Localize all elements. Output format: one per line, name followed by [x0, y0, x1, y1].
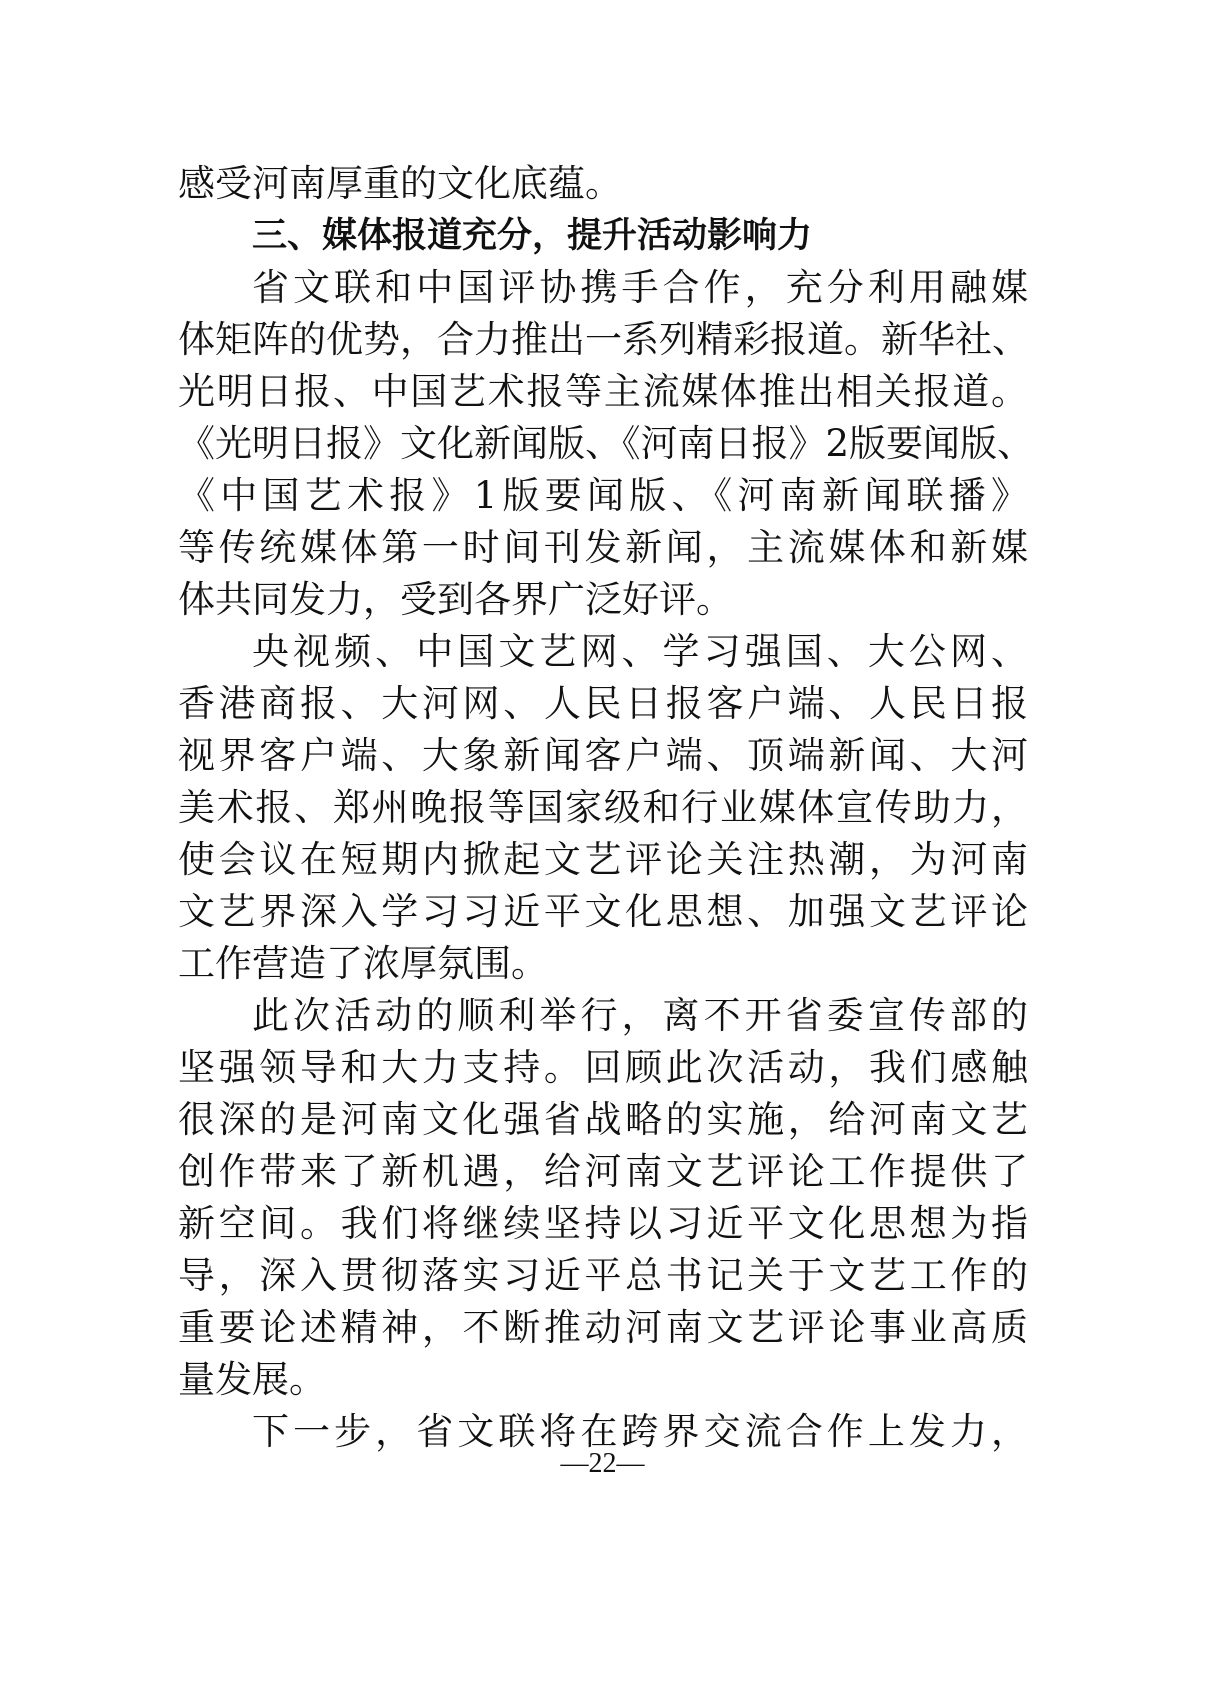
- page-number: —22—: [560, 1448, 645, 1479]
- paragraph-line: 央视频、中国文艺网、学习强国、大公网、: [252, 630, 1028, 673]
- paragraph-line: 重要论述精神，不断推动河南文艺评论事业高质: [178, 1306, 1028, 1349]
- paragraph-line: 视界客户端、大象新闻客户端、顶端新闻、大河: [178, 734, 1028, 777]
- paragraph-line: 感受河南厚重的文化底蕴。: [178, 162, 622, 205]
- paragraph-line: 导，深入贯彻落实习近平总书记关于文艺工作的: [178, 1254, 1028, 1297]
- section-heading: 三、媒体报道充分，提升活动影响力: [252, 216, 813, 256]
- paragraph-line: 《光明日报》文化新闻版、《河南日报》2版要闻版、: [178, 422, 1035, 465]
- paragraph-line: 香港商报、大河网、人民日报客户端、人民日报: [178, 682, 1028, 725]
- paragraph-line: 美术报、郑州晚报等国家级和行业媒体宣传助力，: [178, 786, 1028, 829]
- paragraph-line: 坚强领导和大力支持。回顾此次活动，我们感触: [178, 1046, 1028, 1089]
- paragraph-line: 工作营造了浓厚氛围。: [178, 942, 548, 985]
- paragraph-line: 体矩阵的优势，合力推出一系列精彩报道。新华社、: [178, 318, 1029, 361]
- paragraph-line: 使会议在短期内掀起文艺评论关注热潮，为河南: [178, 838, 1028, 881]
- paragraph-line: 此次活动的顺利举行，离不开省委宣传部的: [252, 994, 1028, 1037]
- paragraph-line: 新空间。我们将继续坚持以习近平文化思想为指: [178, 1202, 1028, 1245]
- paragraph-line: 下一步，省文联将在跨界交流合作上发力，: [252, 1410, 1028, 1453]
- document-page: [178, 158, 1035, 1458]
- paragraph-line: 量发展。: [178, 1358, 326, 1401]
- paragraph-line: 等传统媒体第一时间刊发新闻，主流媒体和新媒: [178, 526, 1028, 569]
- paragraph-line: 文艺界深入学习习近平文化思想、加强文艺评论: [178, 890, 1028, 933]
- paragraph-line: 创作带来了新机遇，给河南文艺评论工作提供了: [178, 1150, 1028, 1193]
- paragraph-line: 光明日报、中国艺术报等主流媒体推出相关报道。: [178, 370, 1028, 413]
- paragraph-line: 体共同发力，受到各界广泛好评。: [178, 578, 733, 621]
- paragraph-line: 很深的是河南文化强省战略的实施，给河南文艺: [178, 1098, 1028, 1141]
- paragraph-line: 《中国艺术报》1版要闻版、《河南新闻联播》: [178, 474, 1028, 517]
- paragraph-line: 省文联和中国评协携手合作，充分利用融媒: [252, 266, 1028, 309]
